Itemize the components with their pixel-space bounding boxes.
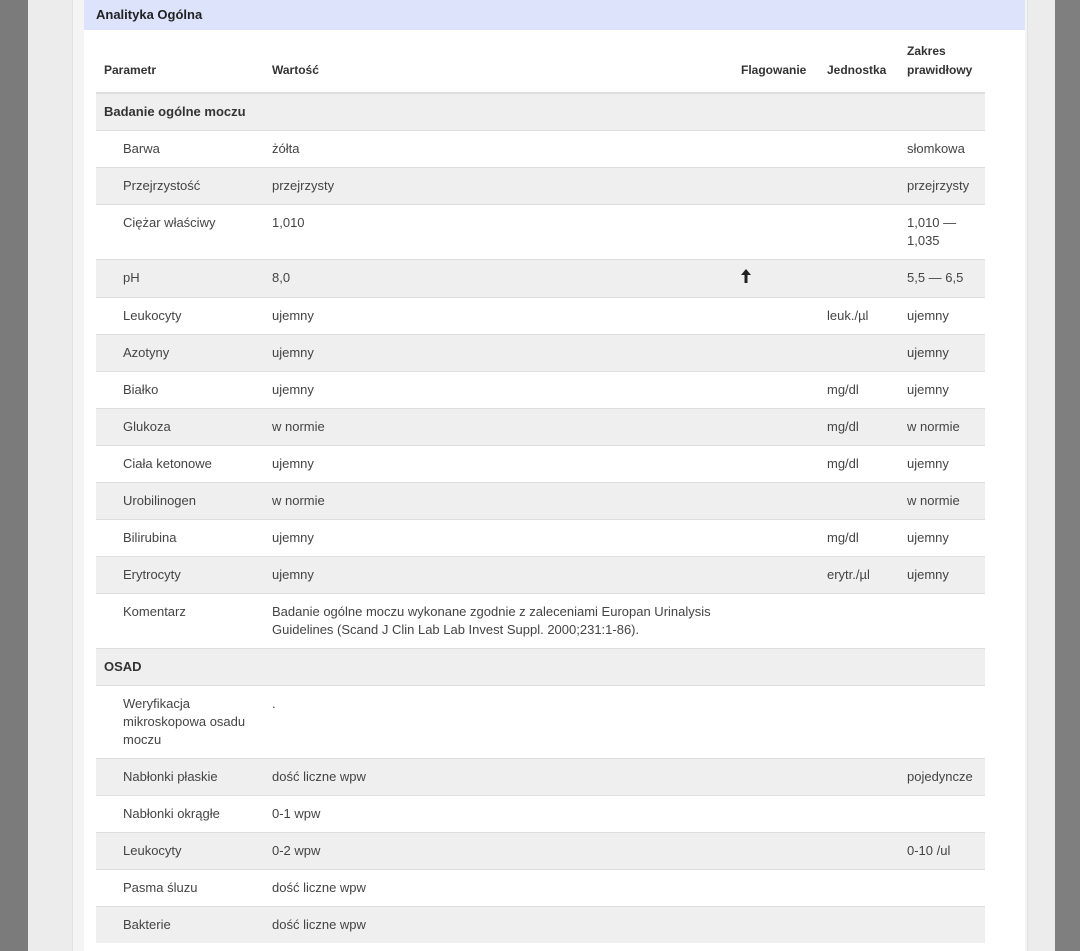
row-param: Weryfikacja mikroskopowa osadu moczu <box>96 686 264 759</box>
group-title: OSAD <box>96 649 985 686</box>
col-header-value: Wartość <box>264 30 733 93</box>
row-flag <box>733 594 819 649</box>
table-row <box>96 520 985 557</box>
row-range: pojedyncze <box>899 759 985 796</box>
row-flag <box>733 446 819 483</box>
table-row <box>96 335 985 372</box>
table-row <box>96 796 985 833</box>
row-unit: erytr./µl <box>819 557 899 594</box>
row-unit <box>819 759 899 796</box>
row-flag <box>733 557 819 594</box>
table-row <box>96 260 985 298</box>
right-scroll-gutter <box>1055 0 1080 951</box>
row-param: Białko <box>96 372 264 409</box>
row-value: żółta <box>264 131 733 168</box>
row-value: ujemny <box>264 335 733 372</box>
row-range: słomkowa <box>899 131 985 168</box>
row-value: ujemny <box>264 520 733 557</box>
row-unit <box>819 833 899 870</box>
row-unit <box>819 335 899 372</box>
section-header: Analityka Ogólna <box>84 0 1025 30</box>
row-unit <box>819 907 899 944</box>
row-range <box>899 796 985 833</box>
row-flag <box>733 483 819 520</box>
group-row <box>96 649 985 686</box>
left-scroll-gutter <box>0 0 28 951</box>
row-value: ujemny <box>264 298 733 335</box>
row-flag <box>733 833 819 870</box>
row-flag <box>733 409 819 446</box>
row-param: Bilirubina <box>96 520 264 557</box>
row-param: Leukocyty <box>96 833 264 870</box>
table-row <box>96 686 985 759</box>
row-value: przejrzysty <box>264 168 733 205</box>
row-param: Komentarz <box>96 594 264 649</box>
row-param: Urobilinogen <box>96 483 264 520</box>
group-title: Badanie ogólne moczu <box>96 93 985 131</box>
row-value: ujemny <box>264 446 733 483</box>
table-row <box>96 759 985 796</box>
table-row <box>96 870 985 907</box>
row-unit <box>819 260 899 298</box>
table-row <box>96 446 985 483</box>
row-value: ujemny <box>264 557 733 594</box>
row-unit <box>819 205 899 260</box>
row-range <box>899 686 985 759</box>
row-unit <box>819 594 899 649</box>
row-value: 8,0 <box>264 260 733 298</box>
row-range: przejrzysty <box>899 168 985 205</box>
col-header-unit: Jednostka <box>819 30 899 93</box>
table-row <box>96 298 985 335</box>
row-range: ujemny <box>899 520 985 557</box>
row-range: w normie <box>899 483 985 520</box>
row-value: dość liczne wpw <box>264 907 733 944</box>
row-param: Erytrocyty <box>96 557 264 594</box>
row-range <box>899 594 985 649</box>
results-card <box>84 0 1025 951</box>
row-range: ujemny <box>899 557 985 594</box>
row-value: 0-1 wpw <box>264 796 733 833</box>
document-page <box>28 0 1055 951</box>
arrow-up-icon <box>741 269 753 283</box>
row-flag <box>733 796 819 833</box>
row-range: ujemny <box>899 335 985 372</box>
table-row <box>96 907 985 944</box>
row-param: Azotyny <box>96 335 264 372</box>
row-flag <box>733 686 819 759</box>
row-param: Ciała ketonowe <box>96 446 264 483</box>
table-row <box>96 205 985 260</box>
row-flag <box>733 205 819 260</box>
row-param: Przejrzystość <box>96 168 264 205</box>
row-value: ujemny <box>264 372 733 409</box>
row-unit <box>819 483 899 520</box>
row-param: Nabłonki okrągłe <box>96 796 264 833</box>
row-range: 0-10 /ul <box>899 833 985 870</box>
row-unit: mg/dl <box>819 446 899 483</box>
row-param: Ciężar właściwy <box>96 205 264 260</box>
table-header-row <box>96 30 985 93</box>
row-flag <box>733 260 819 298</box>
row-flag <box>733 759 819 796</box>
row-range: ujemny <box>899 446 985 483</box>
row-value: 0-2 wpw <box>264 833 733 870</box>
table-row <box>96 168 985 205</box>
row-value: . <box>264 686 733 759</box>
row-unit <box>819 131 899 168</box>
table-row <box>96 131 985 168</box>
row-unit <box>819 870 899 907</box>
row-value: w normie <box>264 409 733 446</box>
row-value: dość liczne wpw <box>264 870 733 907</box>
table-row <box>96 372 985 409</box>
row-value: dość liczne wpw <box>264 759 733 796</box>
table-row <box>96 833 985 870</box>
row-value: w normie <box>264 483 733 520</box>
row-unit: leuk./µl <box>819 298 899 335</box>
col-header-flag: Flagowanie <box>733 30 819 93</box>
row-unit <box>819 686 899 759</box>
row-range: ujemny <box>899 372 985 409</box>
row-range <box>899 907 985 944</box>
row-param: Pasma śluzu <box>96 870 264 907</box>
row-flag <box>733 372 819 409</box>
col-header-range: Zakres prawidłowy <box>899 30 985 93</box>
row-flag <box>733 870 819 907</box>
table-row <box>96 594 985 649</box>
row-param: Barwa <box>96 131 264 168</box>
row-range: ujemny <box>899 298 985 335</box>
row-range: 1,010 — 1,035 <box>899 205 985 260</box>
row-flag <box>733 907 819 944</box>
row-flag <box>733 298 819 335</box>
row-unit: mg/dl <box>819 409 899 446</box>
row-range: w normie <box>899 409 985 446</box>
row-flag <box>733 168 819 205</box>
row-param: pH <box>96 260 264 298</box>
row-flag <box>733 131 819 168</box>
row-value: 1,010 <box>264 205 733 260</box>
row-unit: mg/dl <box>819 520 899 557</box>
group-row <box>96 93 985 131</box>
table-row <box>96 483 985 520</box>
row-unit <box>819 796 899 833</box>
row-unit: mg/dl <box>819 372 899 409</box>
row-range: 5,5 — 6,5 <box>899 260 985 298</box>
row-value: Badanie ogólne moczu wykonane zgodnie z zaleceniami Europan Urinalysis Guidelines (Scand J Clin Lab Lab Invest Suppl. 2000;231:1-86). <box>264 594 733 649</box>
col-header-param: Parametr <box>96 30 264 93</box>
row-range <box>899 870 985 907</box>
results-table <box>96 30 985 943</box>
row-flag <box>733 335 819 372</box>
row-flag <box>733 520 819 557</box>
table-row <box>96 409 985 446</box>
row-param: Glukoza <box>96 409 264 446</box>
row-param: Leukocyty <box>96 298 264 335</box>
row-param: Bakterie <box>96 907 264 944</box>
row-param: Nabłonki płaskie <box>96 759 264 796</box>
table-row <box>96 557 985 594</box>
row-unit <box>819 168 899 205</box>
